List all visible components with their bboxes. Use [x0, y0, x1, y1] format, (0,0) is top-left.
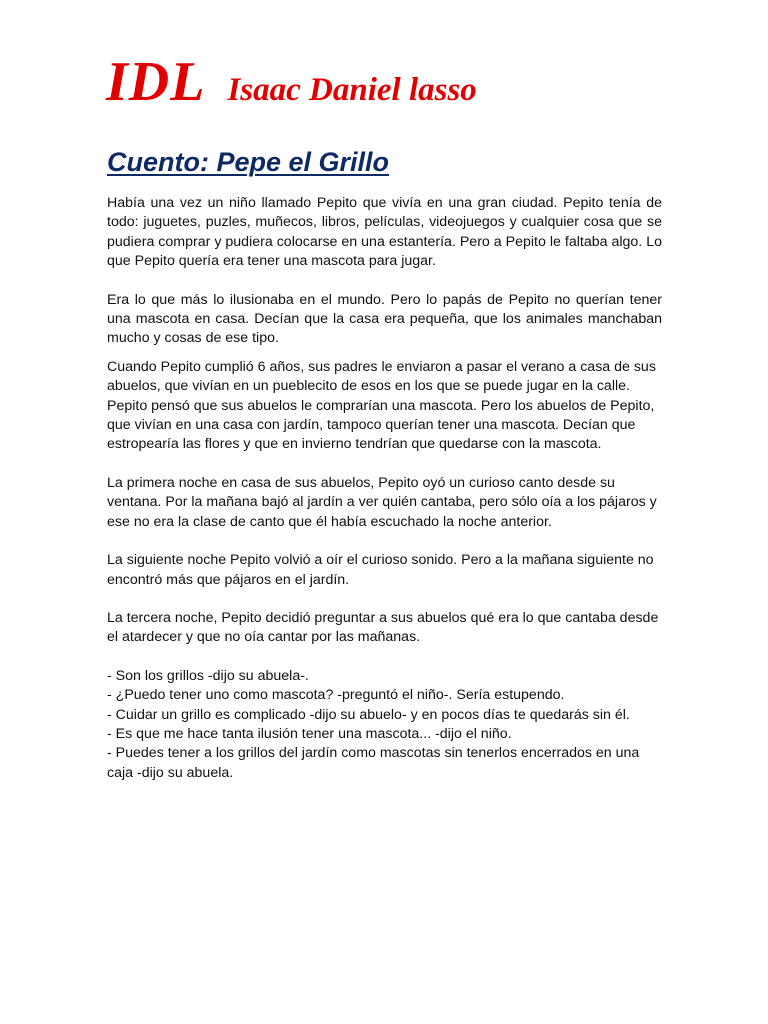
paragraph-3: Cuando Pepito cumplió 6 años, sus padres le enviaron a pasar el verano a casa de sus abuelos, que vivían en un pueblecito de esos en los que se puede jugar en la calle. Pepito pensó que sus abuelos le comprarían una mascota. Pero los abuelos de Pepito, que vivían en una casa con jardín, tampoco querían tener una mascota. Decían que estropearía las flores y que en invierno tendrían que quedarse con la mascota. [107, 358, 656, 453]
dialogue-line-4: - Es que me hace tanta ilusión tener una mascota... -dijo el niño. [107, 725, 512, 742]
paragraph-4: La primera noche en casa de sus abuelos, Pepito oyó un curioso canto desde su ventana. Por la mañana bajó al jardín a ver quién cantaba, pero sólo oía a los pájaros y ese no era la clase de canto que él había escuchado la noche anterior. [107, 474, 657, 530]
logo-text: IDL [106, 51, 206, 113]
document-header [106, 52, 477, 112]
author-name: Isaac Daniel lasso [227, 72, 477, 108]
dialogue-line-2: - ¿Puedo tener uno como mascota? -preguntó el niño-. Sería estupendo. [107, 687, 565, 704]
dialogue-line-5: - Puedes tener a los grillos del jardín como mascotas sin tenerlos encerrados en una caja -dijo su abuela. [107, 745, 640, 781]
dialogue-block [107, 667, 662, 783]
dialogue-line-3: - Cuidar un grillo es complicado -dijo su abuelo- y en pocos días te quedarás sin él. [107, 706, 630, 723]
story-body [107, 194, 662, 783]
dialogue-line-1: - Son los grillos -dijo su abuela-. [107, 667, 309, 684]
paragraph-1: Había una vez un niño llamado Pepito que vivía en una gran ciudad. Pepito tenía de todo: juguetes, puzles, muñecos, libros, películas, videojuegos y cualquier cosa que se pudiera comprar y pudiera colocarse en una estantería. Pero a Pepito le faltaba algo. Lo que Pepito quería era tener una mascota para jugar. [107, 195, 662, 270]
story-title: Cuento: Pepe el Grillo [107, 147, 390, 177]
paragraph-5: La siguiente noche Pepito volvió a oír el curioso sonido. Pero a la mañana siguiente no encontró más que pájaros en el jardín. [107, 552, 654, 588]
paragraph-6: La tercera noche, Pepito decidió preguntar a sus abuelos qué era lo que cantaba desde el atardecer y que no oía cantar por las mañanas. [107, 609, 659, 646]
paragraph-2: Era lo que más lo ilusionaba en el mundo. Pero lo papás de Pepito no querían tener una mascota en casa. Decían que la casa era pequeña, que los animales manchaban mucho y cosas de ese tipo. [107, 291, 662, 347]
